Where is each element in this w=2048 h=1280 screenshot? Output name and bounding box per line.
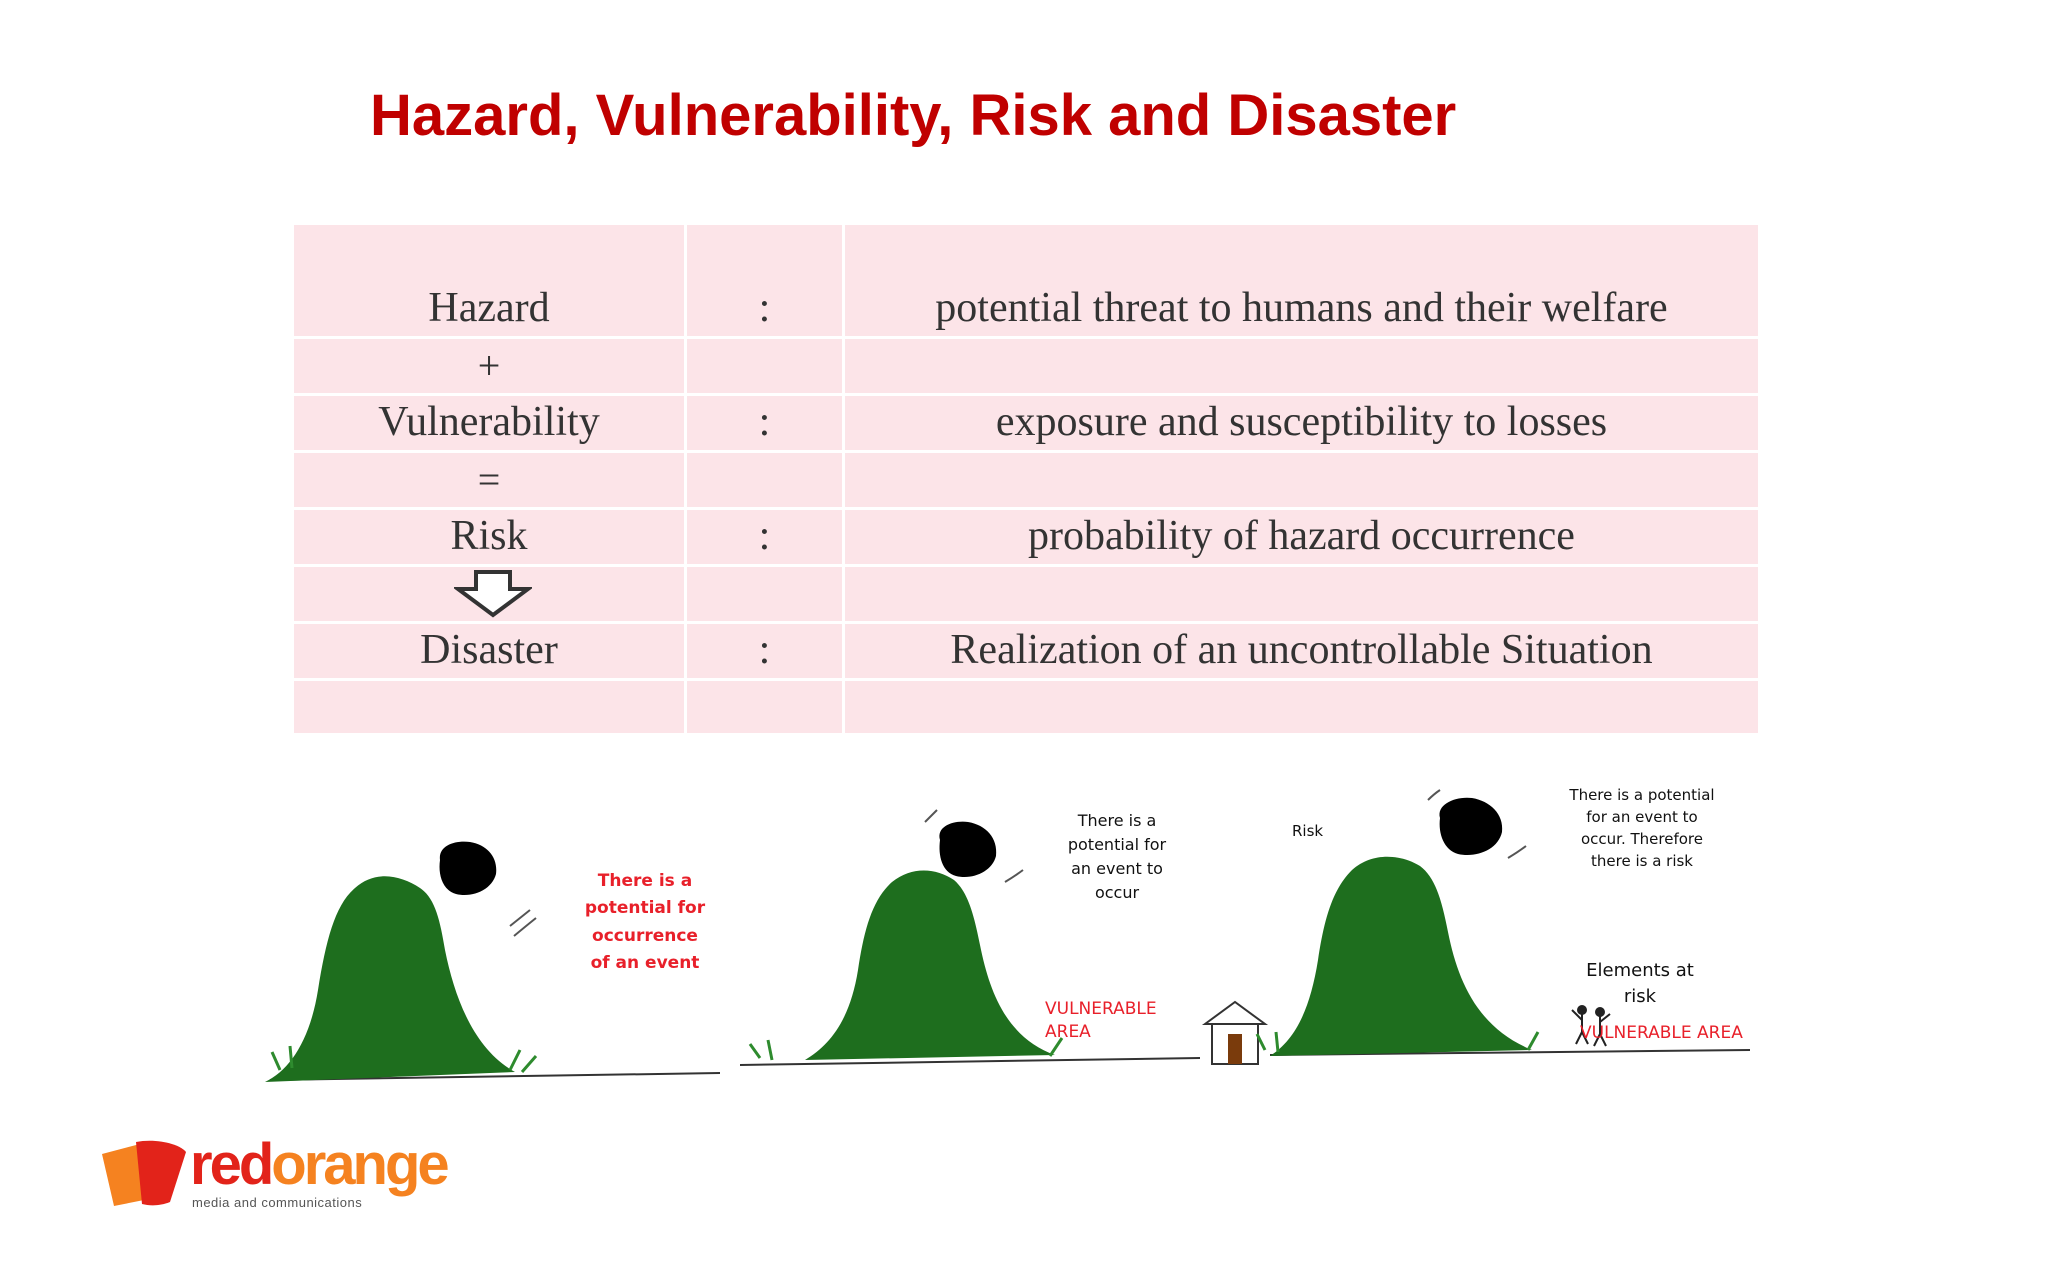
house-icon [1205, 1002, 1265, 1064]
panel-1 [265, 842, 720, 1082]
panel-1-text: of an event [590, 953, 700, 973]
definition-table [294, 225, 1758, 733]
term-risk: Risk [450, 513, 528, 559]
hazard-illustration [260, 770, 1760, 1100]
colon: : [758, 285, 771, 331]
elements-at-risk-label: Elements at [1586, 960, 1694, 981]
table-row-hazard [294, 280, 1758, 337]
motion-lines-icon [510, 910, 536, 936]
table-row-equals [294, 451, 1758, 508]
panel-3-text: for an event to [1586, 808, 1698, 826]
panel-2-text: There is a [1077, 811, 1157, 830]
logo-mark-icon [100, 1140, 192, 1210]
table-row-plus [294, 337, 1758, 394]
vulnerable-area-label: VULNERABLE AREA [1580, 1023, 1743, 1043]
slide-title: Hazard, Vulnerability, Risk and Disaster [370, 83, 1457, 148]
logo-wordmark [190, 1132, 447, 1197]
term-disaster: Disaster [420, 627, 558, 673]
risk-label: Risk [1292, 822, 1324, 840]
colon: : [758, 627, 771, 673]
panel-1-text: There is a [597, 871, 693, 891]
colon: : [758, 399, 771, 445]
panel-2-text: an event to [1071, 859, 1163, 878]
down-arrow-icon [454, 569, 532, 619]
vulnerable-area-label: AREA [1045, 1022, 1091, 1042]
definition-disaster: Realization of an uncontrollable Situation [950, 627, 1653, 673]
panel-2 [740, 810, 1265, 1065]
elements-at-risk-label: risk [1623, 986, 1657, 1007]
panel-3-text: There is a potential [1569, 786, 1715, 804]
panel-1-text: potential for [584, 898, 706, 918]
panel-2-text: potential for [1067, 835, 1167, 854]
hill-icon [265, 876, 515, 1082]
equals-operator: = [477, 457, 501, 502]
hill-icon [1270, 857, 1532, 1056]
table-row-vulnerability [294, 394, 1758, 451]
panel-1-text: occurrence [592, 926, 698, 946]
panel-2-text: occur [1094, 883, 1140, 902]
term-hazard: Hazard [428, 285, 550, 331]
plus-operator: + [477, 343, 501, 388]
definition-hazard: potential threat to humans and their welfare [935, 285, 1668, 331]
boulder-icon [440, 842, 497, 895]
hill-icon [805, 871, 1055, 1061]
boulder-icon [1439, 798, 1502, 855]
term-vulnerability: Vulnerability [378, 399, 600, 445]
panel-3 [1257, 786, 1750, 1056]
panel-3-text: there is a risk [1591, 852, 1693, 870]
colon: : [758, 513, 771, 559]
table-row-risk [294, 508, 1758, 565]
panel-3-text: occur. Therefore [1581, 830, 1703, 848]
definition-vulnerability: exposure and susceptibility to losses [995, 399, 1608, 445]
table-row-arrow [294, 565, 1758, 622]
boulder-icon [939, 822, 996, 877]
logo-word-red: red [190, 1132, 272, 1197]
logo-tagline: media and communications [192, 1195, 363, 1210]
vulnerable-area-label: VULNERABLE [1045, 999, 1157, 1019]
definition-risk: probability of hazard occurrence [1028, 513, 1575, 559]
redorange-logo [100, 1132, 460, 1220]
table-row-disaster [294, 622, 1758, 679]
logo-word-orange: orange [271, 1132, 447, 1197]
